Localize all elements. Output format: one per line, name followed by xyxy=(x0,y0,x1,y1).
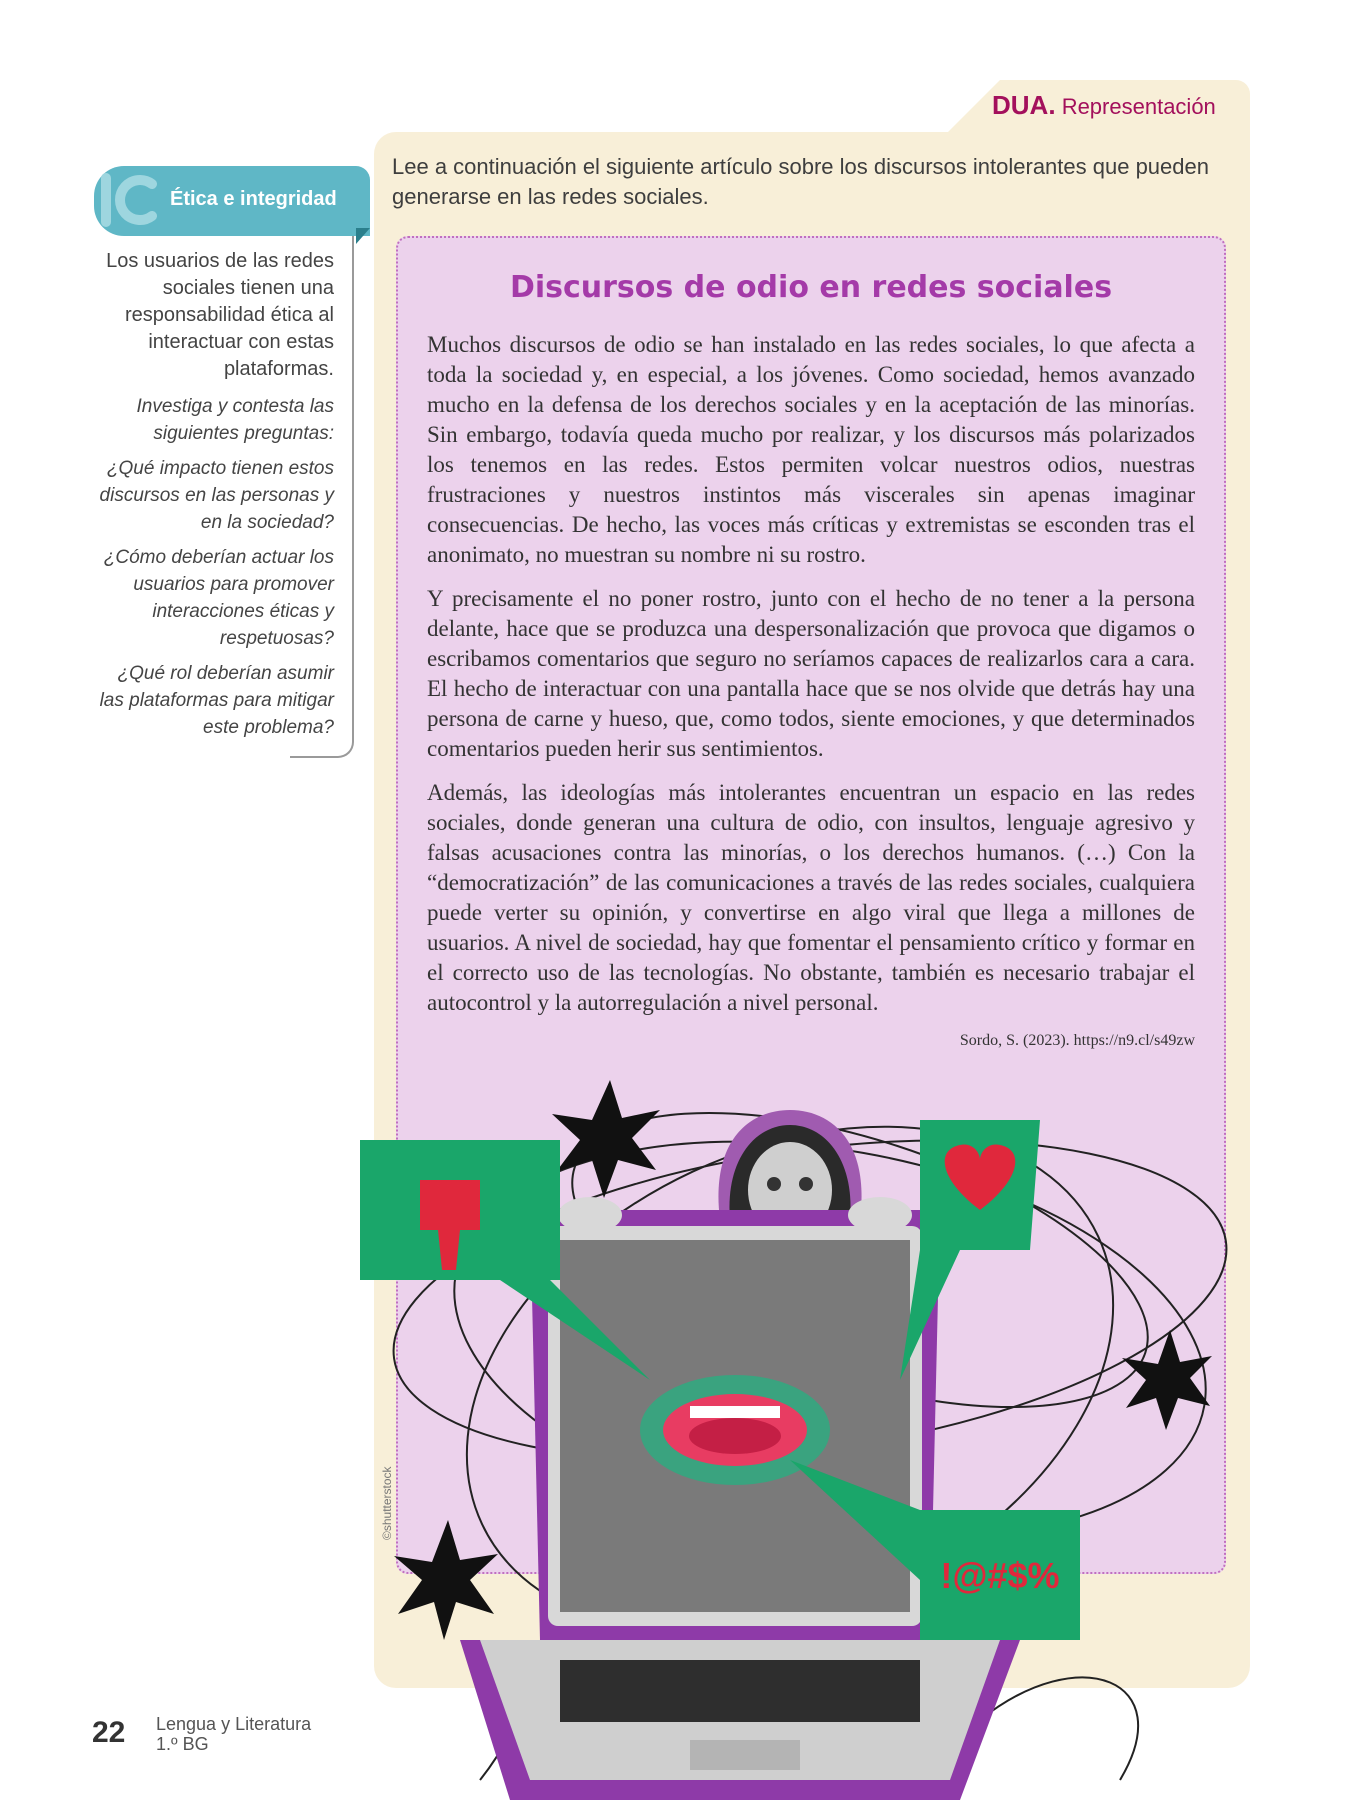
star-burst-icon xyxy=(552,1080,660,1198)
sidebar-content xyxy=(90,248,334,749)
star-burst-icon xyxy=(394,1520,498,1640)
article-body xyxy=(427,330,1195,1032)
hand-right xyxy=(848,1197,912,1233)
sidebar-instruction: Investiga y contesta las siguientes preguntas: xyxy=(136,396,334,444)
dua-representation: Representación xyxy=(1061,94,1216,119)
grade-level: 1.º BG xyxy=(156,1734,209,1754)
subject-name: Lengua y Literatura xyxy=(156,1714,312,1734)
hand-left xyxy=(558,1197,622,1233)
symbols-text: !@#$% xyxy=(940,1555,1060,1596)
sidebar-question: ¿Qué impacto tienen estos discursos en las personas y en la sociedad? xyxy=(99,458,334,533)
star-burst-icon xyxy=(1122,1330,1212,1430)
intro-text: Lee a continuación el siguiente artículo sobre los discursos intolerantes que pueden generarse en las redes sociales. xyxy=(392,154,1209,209)
footer-subject xyxy=(156,1714,311,1754)
sidebar-question: ¿Qué rol deberían asumir las plataformas para mitigar este problema? xyxy=(99,663,334,738)
hate-speech-illustration xyxy=(360,1080,1260,1800)
dua-abbr: DUA. xyxy=(992,90,1056,120)
sidebar-lead: Los usuarios de las redes sociales tienen una responsabilidad ética al interactuar con estas plataformas. xyxy=(106,250,334,380)
article-paragraph: Y precisamente el no poner rostro, junto con el hecho de no tener a la persona delante, hace que se produzca una despersonalización que provoca que digamos o escribamos comentarios que seguro no seríamos capaces de realizarlos cara a cara. El hecho de interactuar con una pantalla hace que se nos olvide que detrás hay una persona de carne y hueso, que, como todos, siente emociones, y que determinados comentarios pueden herir sus sentimientos. xyxy=(427,586,1195,761)
image-credit: ©shutterstock xyxy=(380,1466,394,1540)
article-citation: Sordo, S. (2023). https://n9.cl/s49zw xyxy=(959,1032,1195,1049)
sidebar-header-fold xyxy=(356,228,370,244)
article-paragraph: Muchos discursos de odio se han instalado en las redes sociales, lo que afecta a toda la sociedad y, en especial, a los jóvenes. Como sociedad, hemos avanzado mucho en la defensa de los derechos sociales y en la aceptación de las minorías. Sin embargo, todavía queda mucho por realizar, y los discursos más polarizados los tenemos en las redes. Estos permiten volcar nuestros odios, nuestras frustraciones y nuestros instintos más viscerales sin apenas imaginar consecuencias. De hecho, las voces más críticas y extremistas se esconden tras el anonimato, no muestran su nombre ni su rostro. xyxy=(427,332,1195,567)
sidebar-title: Ética e integridad xyxy=(170,188,337,210)
ic-logo-icon xyxy=(96,168,160,232)
article-paragraph: Además, las ideologías más intolerantes encuentran un espacio en las redes sociales, donde generan una cultura de odio, con insultos, lenguaje agresivo y falsas acusaciones contra las minorías, o los derechos humanos. (…) Con la “democratización” de las comunicaciones a través de las redes sociales, cualquiera puede verter su opinión, y convertirse en algo viral que llega a millones de usuarios. A nivel de sociedad, hay que fomentar el pensamiento crítico y formar en el correcto uso de las tecnologías. No obstante, también es necesario trabajar el autocontrol y la autorregulación a nivel personal. xyxy=(427,780,1195,1015)
page-number: 22 xyxy=(92,1716,126,1749)
article-title: Discursos de odio en redes sociales xyxy=(509,270,1113,305)
dua-label xyxy=(992,90,1216,121)
sidebar-question: ¿Cómo deberían actuar los usuarios para promover interacciones éticas y respetuosas? xyxy=(103,547,334,649)
